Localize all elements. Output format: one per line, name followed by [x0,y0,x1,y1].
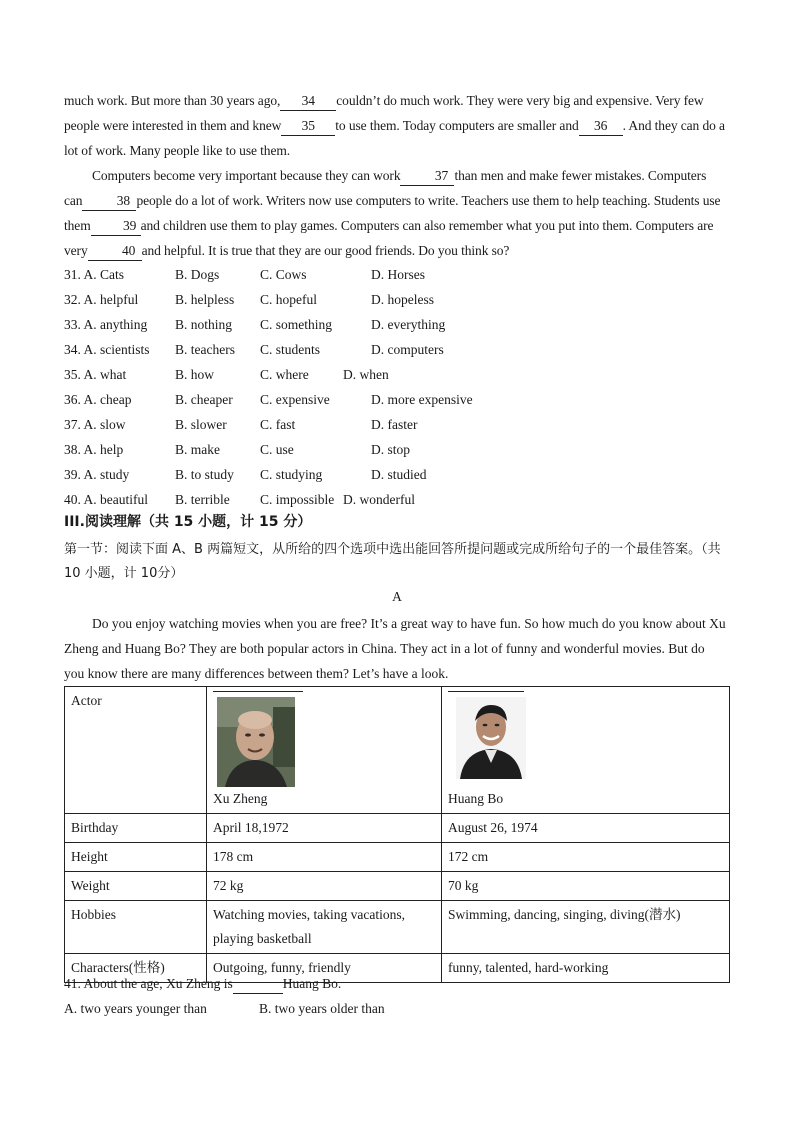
option-row-38: 38. A. help B. make C. use D. stop [64,442,411,457]
option-row-35: 35. A. what B. how C. where D. when [64,367,389,382]
passage-label: A [392,589,402,604]
blank-34: 34 [280,92,336,111]
table-header-cell: Actor [65,687,207,814]
section-instruction: 第一节：阅读下面 A、B 两篇短文，从所给的四个选项中选出能回答所提问题或完成所给句子的一个最佳答案。（共 10 小题，计 10分） [64,542,721,581]
cloze-passage [64,88,726,263]
blank-40: 40 [88,242,142,261]
table-row: Hobbies Watching movies, taking vacations, playing basketball Swimming, dancing, singing, diving(潜水) [65,901,730,954]
table-row: Characters(性格) Outgoing, funny, friendly funny, talented, hard-working [65,954,730,983]
table-row: Birthday April 18,1972 August 26, 1974 [65,814,730,843]
blank-35: 35 [281,117,335,136]
option-row-37: 37. A. slow B. slower C. fast D. faster [64,417,418,432]
blank-39: 39 [91,217,141,236]
option-row-31: 31. A. Cats B. Dogs C. Cows D. Horses [64,267,425,282]
actor2-cell [442,687,730,814]
huang-bo-photo [456,697,526,779]
actor2-name: Huang Bo [448,791,504,806]
table-row: Height 178 cm 172 cm [65,843,730,872]
reading-paragraph: Do you enjoy watching movies when you are free? It’s a great way to have fun. So how much do you know about Xu Zheng and Huang Bo? They are both popular actors in China. They act in a lot of funny and wonderful movies. But do you know there are many differences between them? Let’s have a look. [64,616,726,681]
option-row-33: 33. A. anything B. nothing C. something D. everything [64,317,446,332]
question-41-options [64,996,726,1021]
option-row-32: 32. A. helpful B. helpless C. hopeful D. hopeless [64,292,434,307]
table-row [65,687,730,814]
option-row-40: 40. A. beautiful B. terrible C. impossible D. wonderful [64,492,415,507]
blank-37: 37 [400,167,454,186]
option-row-36: 36. A. cheap B. cheaper C. expensive D. more expensive [64,392,473,407]
passage-paragraph-1: much work. But more than 30 years ago, 34 couldn’t do much work. They were very big and expensive. Very few people were interested in them and knew 35 to use them. Today computers are smaller and 36 . And they can do a lot of work. Many people like to use them. [64,93,725,158]
section-title: III.阅读理解（共 15 小题，计 15 分） [64,514,312,530]
actor1-cell [207,687,442,814]
blank-38: 38 [82,192,136,211]
actor-comparison-table [64,686,730,983]
blank-36: 36 [579,117,623,136]
passage-paragraph-2: Computers become very important because they can work 37 than men and make fewer mistakes. Computers can 38 people do a lot of work. Writers now use computers to write. Teachers use them to help teaching. Students use them 39 and children use them to play games. Computers can also remember what you put into them. Computers are very 40 and helpful. It is true that they are our good friends. Do you think so? [64,163,726,263]
xu-zheng-photo [217,697,295,787]
question-41: 41. About the age, Xu Zheng is Huang Bo. [64,971,341,996]
cloze-options [64,262,726,512]
option-row-34: 34. A. scientists B. teachers C. students D. computers [64,342,444,357]
option-b: B. two years older than [259,1001,385,1016]
table-row: Weight 72 kg 70 kg [65,872,730,901]
option-row-39: 39. A. study B. to study C. studying D. studied [64,467,427,482]
option-a: A. two years younger than [64,1001,207,1016]
actor1-name: Xu Zheng [213,791,268,806]
question-41-blank [233,975,283,994]
reading-passage-a [64,611,726,686]
